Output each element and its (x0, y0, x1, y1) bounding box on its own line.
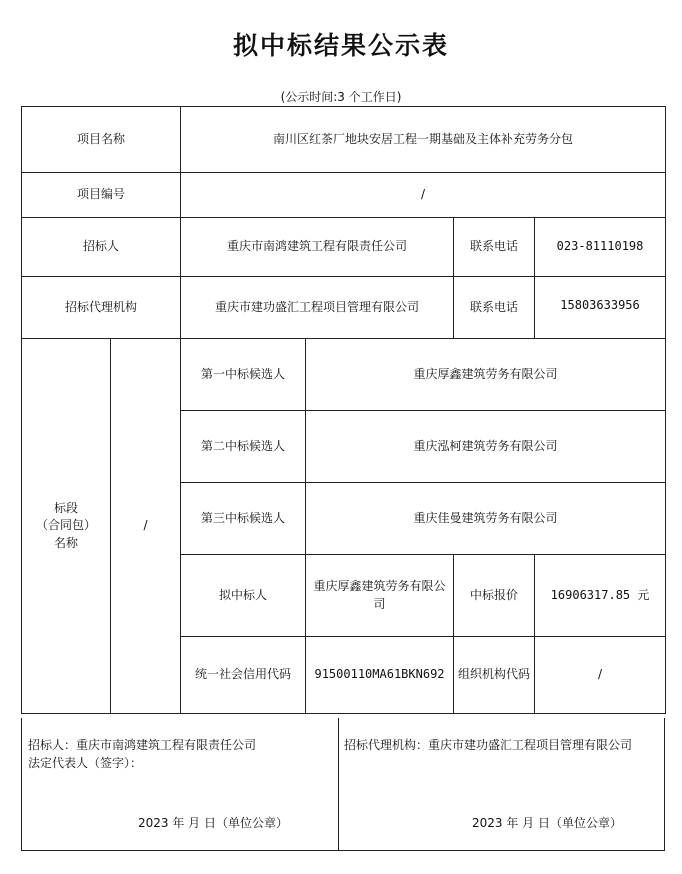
agency-phone-value: 15803633956 (535, 277, 666, 339)
candidate-3-label: 第三中标候选人 (181, 483, 306, 555)
result-table (21, 106, 666, 714)
candidate-1-label: 第一中标候选人 (181, 339, 306, 411)
footer-legal-rep: 法定代表人（签字）： (28, 756, 143, 770)
project-name-label: 项目名称 (22, 107, 181, 173)
table-row (22, 277, 666, 339)
section-label (22, 339, 111, 714)
footer-tenderer: 招标人：重庆市南鸿建筑工程有限责任公司 (28, 738, 257, 752)
tenderer-label: 招标人 (22, 218, 181, 277)
agency-label: 招标代理机构 (22, 277, 181, 339)
tenderer-value: 重庆市南鸿建筑工程有限责任公司 (181, 218, 454, 277)
org-code-label: 组织机构代码 (454, 637, 535, 714)
signature-section (21, 718, 665, 851)
page-title: 拟中标结果公示表 (232, 31, 449, 60)
candidate-1-value: 重庆厚鑫建筑劳务有限公司 (306, 339, 666, 411)
candidate-3-value: 重庆佳曼建筑劳务有限公司 (306, 483, 666, 555)
agency-phone-label: 联系电话 (454, 277, 535, 339)
footer-left-date: 2023 年 月 日（单位公章） (138, 816, 288, 830)
section-label-line: 标段 (53, 500, 78, 515)
winner-label: 拟中标人 (181, 555, 306, 637)
credit-code-value: 91500110MA61BKN692 (306, 637, 454, 714)
project-name-value: 南川区红茶厂地块安居工程一期基础及主体补充劳务分包 (181, 107, 666, 173)
tenderer-phone-value: 023-81110198 (535, 218, 666, 277)
footer-divider (338, 718, 339, 850)
org-code-value: / (535, 637, 666, 714)
section-label-line: （合同包） (35, 518, 96, 533)
project-code-value: / (181, 173, 666, 218)
agency-value: 重庆市建功盛汇工程项目管理有限公司 (181, 277, 454, 339)
footer-right-date: 2023 年 月 日（单位公章） (472, 816, 622, 830)
bid-price-value: 16906317.85 元 (535, 555, 666, 637)
winner-value: 重庆厚鑫建筑劳务有限公司 (306, 555, 454, 637)
table-row (22, 339, 666, 411)
section-value: / (111, 339, 181, 714)
publicity-period: (公示时间:3 个工作日) (280, 90, 402, 104)
bid-price-label: 中标报价 (454, 555, 535, 637)
table-row (22, 107, 666, 173)
table-row (22, 218, 666, 277)
table-row (22, 173, 666, 218)
section-label-line: 名称 (53, 535, 78, 550)
candidate-2-label: 第二中标候选人 (181, 411, 306, 483)
tenderer-phone-label: 联系电话 (454, 218, 535, 277)
footer-agency: 招标代理机构：重庆市建功盛汇工程项目管理有限公司 (344, 738, 633, 752)
candidate-2-value: 重庆泓柯建筑劳务有限公司 (306, 411, 666, 483)
project-code-label: 项目编号 (22, 173, 181, 218)
credit-code-label: 统一社会信用代码 (181, 637, 306, 714)
